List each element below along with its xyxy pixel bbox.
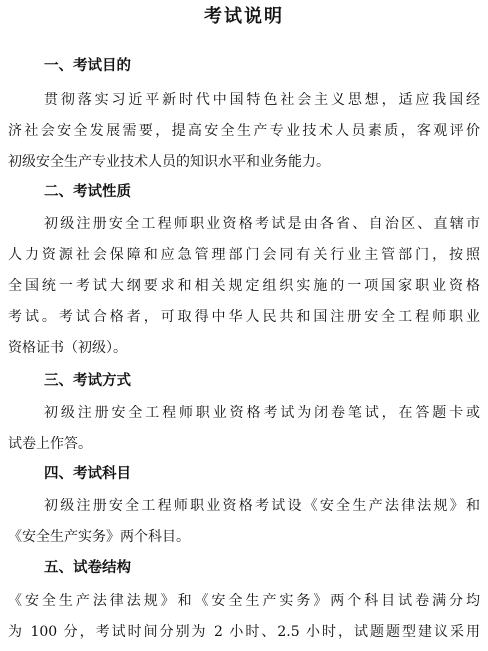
paragraph-line: 初级注册安全工程师职业资格考试设《安全生产法律法规》和 [44, 498, 480, 514]
paragraph-line: 初级注册安全工程师职业资格考试是由各省、自治区、直辖市 [44, 216, 480, 232]
paragraph-line: 《安全生产法律法规》和《安全生产实务》两个科目试卷满分均 [8, 593, 480, 609]
paragraph-line: 为 100 分，考试时间分别为 2 小时、2.5 小时，试题题型建议采用 [8, 624, 480, 640]
paragraph-line: 济社会安全发展需要，提高安全生产专业技术人员素质，客观评价 [8, 123, 480, 139]
paragraph-line: 初级注册安全工程师职业资格考试为闭卷笔试，在答题卡或 [44, 405, 480, 421]
paragraph-line: 《安全生产实务》两个科目。 [8, 529, 190, 545]
paragraph-line: 资格证书（初级）。 [8, 340, 127, 356]
section-heading-nature: 二、考试性质 [44, 184, 131, 200]
section-heading-subjects: 四、考试科目 [44, 466, 131, 482]
section-heading-structure: 五、试卷结构 [44, 560, 131, 576]
section-heading-purpose: 一、考试目的 [44, 58, 131, 74]
section-heading-method: 三、考试方式 [44, 373, 131, 389]
paragraph-line: 人力资源社会保障和应急管理部门会同有关行业主管部门，按照 [8, 247, 480, 263]
page-title: 考试说明 [204, 6, 284, 27]
paragraph-line: 全国统一考试大纲要求和相关规定组织实施的一项国家职业资格 [8, 278, 480, 294]
paragraph-line: 初级安全生产专业技术人员的知识水平和业务能力。 [8, 154, 330, 170]
paragraph-line: 试卷上作答。 [8, 436, 92, 452]
paragraph-line: 考试。考试合格者，可取得中华人民共和国注册安全工程师职业 [8, 309, 480, 325]
paragraph-line: 贯彻落实习近平新时代中国特色社会主义思想，适应我国经 [44, 92, 480, 108]
